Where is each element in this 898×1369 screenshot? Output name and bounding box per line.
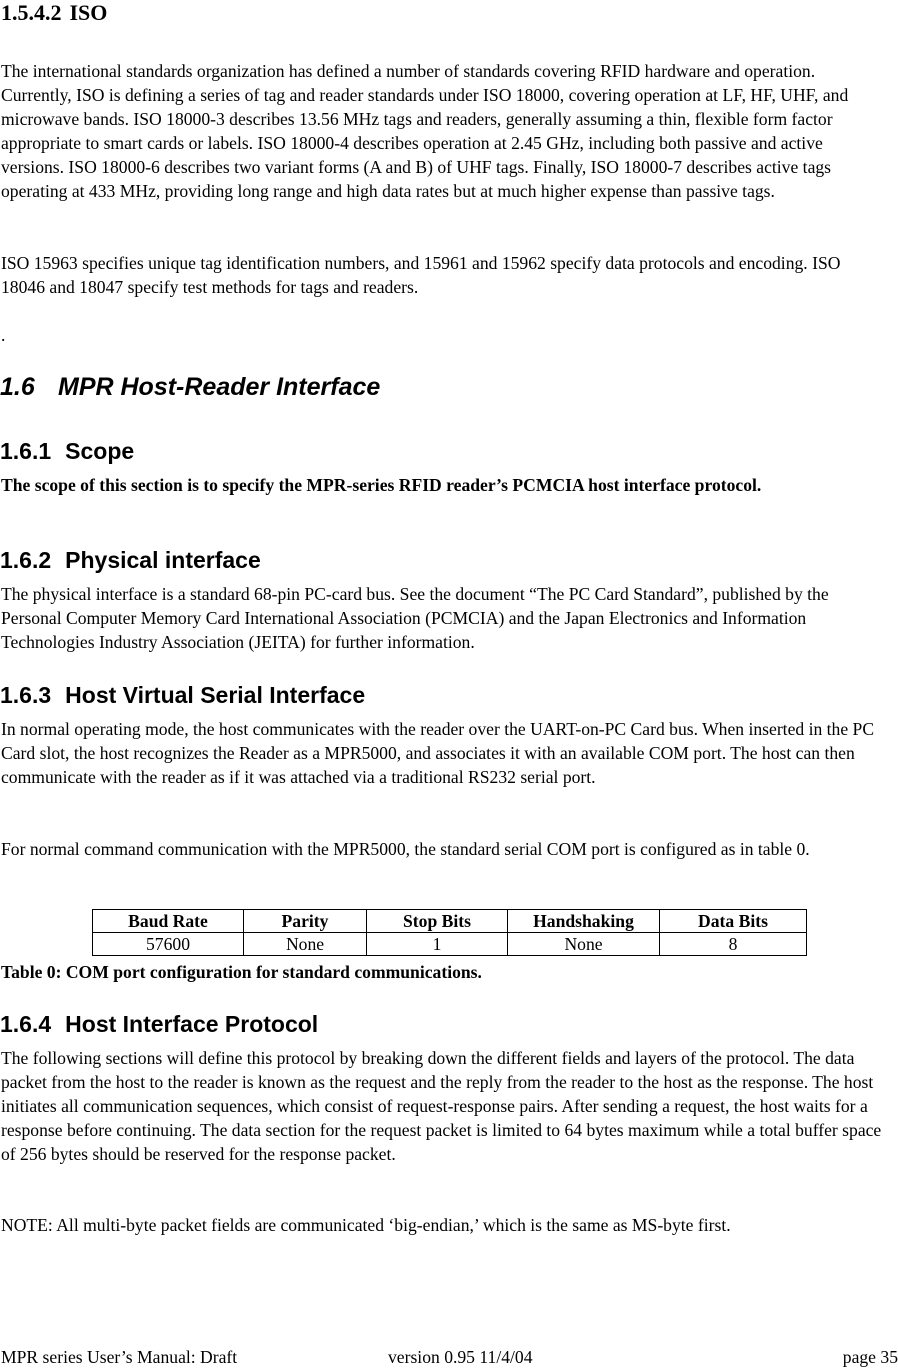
heading-title: ISO <box>69 0 108 25</box>
footer-version: version 0.95 11/4/04 <box>388 1347 533 1367</box>
cell-handshaking: None <box>508 933 660 956</box>
heading-number: 1.5.4.2 <box>1 0 62 25</box>
header-data-bits: Data Bits <box>660 910 807 933</box>
heading-title: MPR Host-Reader Interface <box>58 373 381 401</box>
header-baud-rate: Baud Rate <box>93 910 244 933</box>
protocol-note: NOTE: All multi-byte packet fields are communicated ‘big-endian,’ which is the same as MS-byte first. <box>1 1215 731 1235</box>
heading-physical-interface <box>0 546 261 574</box>
heading-scope <box>0 437 134 465</box>
heading-number: 1.6.3 <box>0 682 52 708</box>
heading-host-virtual-serial-interface <box>0 681 365 709</box>
serial-interface-paragraph-2: For normal command communication with the MPR5000, the standard serial COM port is configured as in table 0. <box>1 839 810 859</box>
heading-iso <box>1 0 107 26</box>
header-parity: Parity <box>244 910 367 933</box>
header-stop-bits: Stop Bits <box>367 910 508 933</box>
footer-page-number: page 35 <box>842 1347 898 1367</box>
iso-paragraph-1: The international standards organization has defined a number of standards covering RFID hardware and operation. Currently, ISO is defining a series of tag and reader standards under ISO 18000, covering operation at LF, HF, UHF, and microwave bands. ISO 18000-3 describes 13.56 MHz tags and readers, generally assuming a thin, flexible form factor appropriate to smart cards or labels. ISO 18000-4 describes operation at 2.45 GHz, including both passive and active versions. ISO 18000-6 describes two variant forms (A and B) of UHF tags. Finally, ISO 18000-7 describes active tags operating at 433 MHz, providing long range and high data rates but at much higher expense than passive tags. <box>1 61 849 201</box>
heading-title: Host Interface Protocol <box>65 1011 319 1037</box>
com-port-config-table <box>92 909 807 956</box>
iso-paragraph-2: ISO 15963 specifies unique tag identification numbers, and 15961 and 15962 specify data protocols and encoding. ISO 18046 and 18047 specify test methods for tags and readers. <box>1 253 841 297</box>
footer-manual-title: MPR series User’s Manual: Draft <box>1 1347 238 1367</box>
heading-number: 1.6 <box>0 373 35 401</box>
table-row <box>93 933 807 956</box>
cell-stop-bits: 1 <box>367 933 508 956</box>
heading-number: 1.6.4 <box>0 1011 52 1037</box>
protocol-paragraph-1: The following sections will define this protocol by breaking down the different fields and layers of the protocol. The data packet from the host to the reader is known as the request and the reply from the reader to the host as the response. The host initiates all communication sequences, which consist of request-response pairs. After sending a request, the host waits for a response before continuing. The data section for the request packet is limited to 64 bytes maximum while a total buffer space of 256 bytes should be reserved for the response packet. <box>1 1048 882 1164</box>
iso-paragraph-3: . <box>1 325 6 345</box>
heading-host-reader-interface <box>0 372 380 402</box>
serial-interface-paragraph-1: In normal operating mode, the host communicates with the reader over the UART-on-PC Card bus. When inserted in the PC Card slot, the host recognizes the Reader as a MPR5000, and associates it with an available COM port. The host can then communicate with the reader as if it was attached via a traditional RS232 serial port. <box>1 719 875 787</box>
table-caption: Table 0: COM port configuration for standard communications. <box>1 962 482 982</box>
table-header-row <box>93 910 807 933</box>
cell-baud-rate: 57600 <box>93 933 244 956</box>
scope-paragraph: The scope of this section is to specify the MPR-series RFID reader’s PCMCIA host interface protocol. <box>1 475 762 495</box>
cell-data-bits: 8 <box>660 933 807 956</box>
physical-interface-paragraph: The physical interface is a standard 68-pin PC-card bus. See the document “The PC Card Standard”, published by the Personal Computer Memory Card International Association (PCMCIA) and the Japan Electronics and Information Technologies Industry Association (JEITA) for further information. <box>1 584 829 652</box>
cell-parity: None <box>244 933 367 956</box>
heading-title: Host Virtual Serial Interface <box>65 682 366 708</box>
heading-number: 1.6.2 <box>0 547 52 573</box>
header-handshaking: Handshaking <box>508 910 660 933</box>
heading-host-interface-protocol <box>0 1010 318 1038</box>
heading-number: 1.6.1 <box>0 438 52 464</box>
heading-title: Scope <box>65 438 135 464</box>
heading-title: Physical interface <box>65 547 261 573</box>
